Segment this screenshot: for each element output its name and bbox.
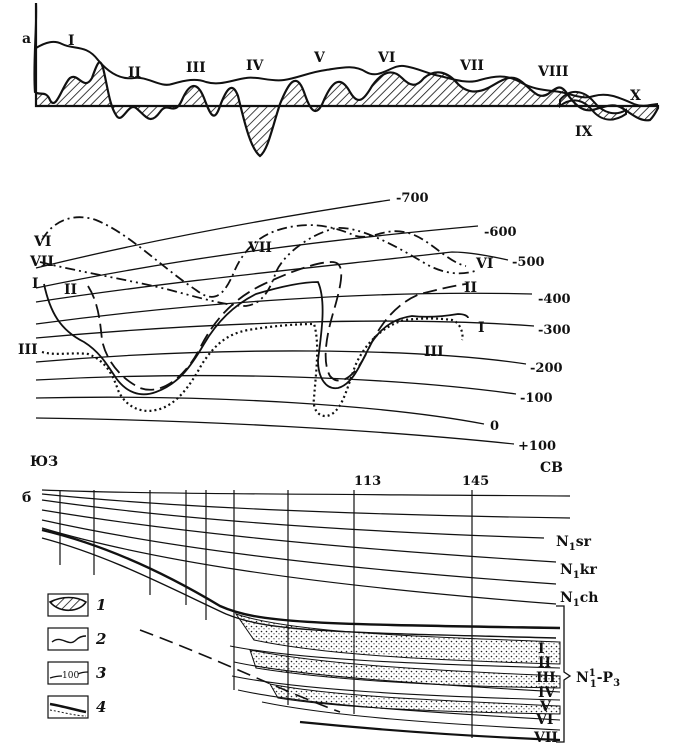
horizon-labels [18, 234, 493, 360]
strata-line [42, 500, 544, 538]
legend-item-2 [48, 628, 106, 650]
panel-a-letter: а [22, 31, 32, 47]
legend [48, 594, 106, 718]
profile-label-1: I [68, 33, 75, 49]
bed-label-5: V [540, 699, 551, 715]
n1ch-base-line-2 [42, 538, 556, 638]
strat-labels [556, 534, 598, 609]
strat-label-n1ch: $N_1ch$ [560, 590, 599, 609]
contour-label: +100 [518, 439, 557, 454]
horizon-label-III-right: III [424, 344, 444, 360]
horizon-label-II-left: II [64, 282, 78, 298]
age-label: $N^1$ $1-P_3$ [576, 668, 621, 690]
legend-contour-sample: 100 [62, 671, 80, 681]
structure-contours [36, 200, 534, 444]
horizon-label-VII-mid: VII [248, 240, 272, 256]
horizon-label-VII-left: VII [30, 254, 54, 270]
contour-label: -600 [484, 225, 517, 240]
bed-label-6: VI [536, 712, 554, 728]
legend-item-4 [48, 696, 106, 718]
bed-label-2: II [538, 655, 552, 671]
profile-label-8: VIII [538, 64, 569, 80]
panel-b [22, 474, 620, 746]
profile-label-6: VI [378, 50, 396, 66]
horizon-curve-III [42, 319, 463, 417]
profile-label-3: III [186, 60, 206, 76]
legend-item-1 [48, 594, 106, 616]
bed-label-1: I [538, 641, 545, 657]
profile-label-7: VII [460, 58, 484, 74]
legend-number: 2 [96, 630, 107, 648]
strat-label-n1sr: $N_1sr$ [556, 534, 592, 553]
horizon-label-I-left: I [32, 276, 39, 292]
panel-a [18, 3, 658, 476]
contour-line [36, 252, 508, 302]
strata-line [42, 520, 556, 584]
upper-strata-lines [42, 490, 570, 604]
contour-label: -200 [530, 361, 563, 376]
horizon-label-VI-left: VI [34, 234, 52, 250]
bed-label-4: IV [538, 685, 556, 701]
well-number: 113 [354, 474, 382, 489]
legend-item-3 [48, 662, 106, 684]
contour-line [36, 351, 526, 364]
contour-label: -300 [538, 323, 571, 338]
horizon-label-I-right: I [478, 320, 485, 336]
bed-label-7: VII [534, 730, 558, 746]
contour-label: -100 [520, 391, 553, 406]
bed-label-3: III [536, 670, 556, 686]
contour-label: -500 [512, 255, 545, 270]
strata-line [42, 490, 570, 496]
legend-number: 1 [96, 596, 107, 614]
contour-label: -700 [396, 191, 429, 206]
strat-label-n1kr: $N_1kr$ [560, 562, 597, 581]
contour-line [36, 397, 484, 424]
contour-line [36, 200, 390, 268]
bed-bold-line [300, 722, 560, 740]
direction-left: ЮЗ [30, 454, 59, 470]
horizon-label-VI-right: VI [476, 256, 494, 272]
direction-right: СВ [540, 460, 563, 476]
contour-line [36, 418, 514, 444]
contour-label: 0 [490, 419, 500, 434]
profile-label-4: IV [246, 58, 264, 74]
contour-line [36, 321, 534, 338]
contour-label: -400 [538, 292, 571, 307]
legend-number: 4 [96, 698, 107, 716]
profile-label-2: II [128, 65, 142, 81]
profile-label-5: V [314, 50, 325, 66]
profile-label-10: X [630, 88, 641, 104]
profile-label-9: IX [575, 124, 593, 140]
horizon-label-III-left: III [18, 342, 38, 358]
contour-line [36, 376, 516, 394]
contour-line [36, 293, 532, 324]
panel-b-letter: б [22, 490, 32, 506]
horizon-label-II-right: II [464, 280, 478, 296]
strata-line [42, 528, 556, 604]
age-bracket [556, 606, 570, 742]
strata-line [42, 494, 570, 518]
well-number: 145 [462, 474, 490, 489]
profile-roman-labels [68, 33, 641, 140]
legend-number: 3 [96, 664, 107, 682]
